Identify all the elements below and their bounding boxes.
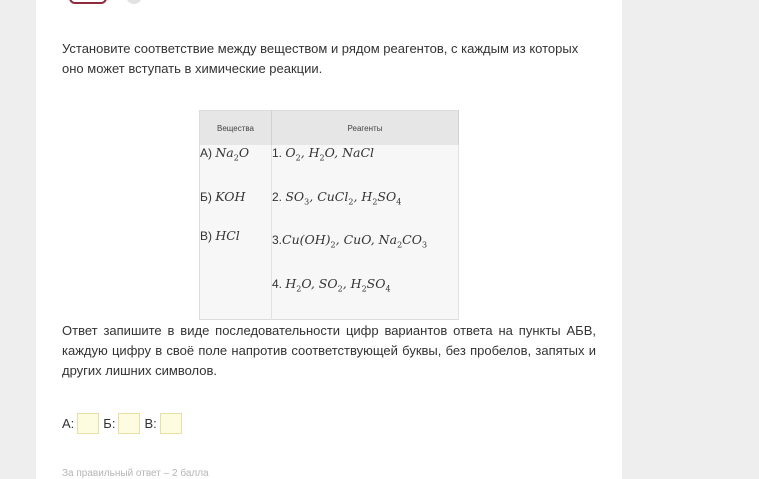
substance-label: Б) xyxy=(200,189,216,204)
reagent-item xyxy=(272,189,458,210)
reagent-formula: $O_2$, $H_2O$, NaCl xyxy=(285,145,375,163)
substance-label: В) xyxy=(200,228,216,243)
substance-label: А) xyxy=(200,146,216,160)
answer-label-v: В: xyxy=(144,416,157,431)
header-substances: Вещества xyxy=(200,111,272,146)
reagent-label: 1. xyxy=(272,146,286,160)
substance-formula: KOH xyxy=(215,188,246,204)
score-note: За правильный ответ – 2 балла xyxy=(62,468,209,479)
answer-input-b[interactable] xyxy=(118,413,140,434)
task-instruction: Установите соответствие между веществом и рядом реагентов, с каждым из которых оно может вступать в химические реакции. xyxy=(62,41,579,76)
reagent-formula: $SO_3$, CuCl$_2$, $H_2SO_4$ xyxy=(285,188,402,206)
substance-formula: $Na_2O$ xyxy=(215,145,250,163)
top-nav-button[interactable] xyxy=(69,0,107,4)
substances-column xyxy=(200,145,272,320)
header-reagents: Реагенты xyxy=(272,111,459,146)
answer-instruction: Ответ запишите в виде последовательности цифр вариантов ответа на пункты АБВ, каждую цифру в своё поле напротив соответствующей буквы, без пробелов, запятых и других лишних символов. xyxy=(62,323,596,378)
reagents-column xyxy=(272,145,459,320)
reagent-item xyxy=(272,276,458,297)
reagent-formula: $Cu(OH)_2$, CuO, $Na_2CO_3$ xyxy=(282,232,428,250)
reagent-label: 3. xyxy=(272,233,283,247)
answer-fields xyxy=(62,413,186,434)
substance-item xyxy=(200,145,271,166)
answer-label-a: А: xyxy=(62,416,75,431)
answer-input-a[interactable] xyxy=(77,413,99,434)
answer-input-v[interactable] xyxy=(160,413,182,434)
reagent-item xyxy=(272,232,458,253)
substance-formula: HCl xyxy=(215,227,240,243)
answer-label-b: Б: xyxy=(103,416,116,431)
reagent-label: 4. xyxy=(272,276,286,291)
substance-item xyxy=(200,189,271,205)
substance-item xyxy=(200,228,271,244)
reagent-item xyxy=(272,145,458,166)
reagent-formula: $H_2O$, $SO_2$, $H_2SO_4$ xyxy=(285,275,391,293)
reagent-label: 2. xyxy=(272,189,286,204)
matching-table xyxy=(199,110,459,320)
